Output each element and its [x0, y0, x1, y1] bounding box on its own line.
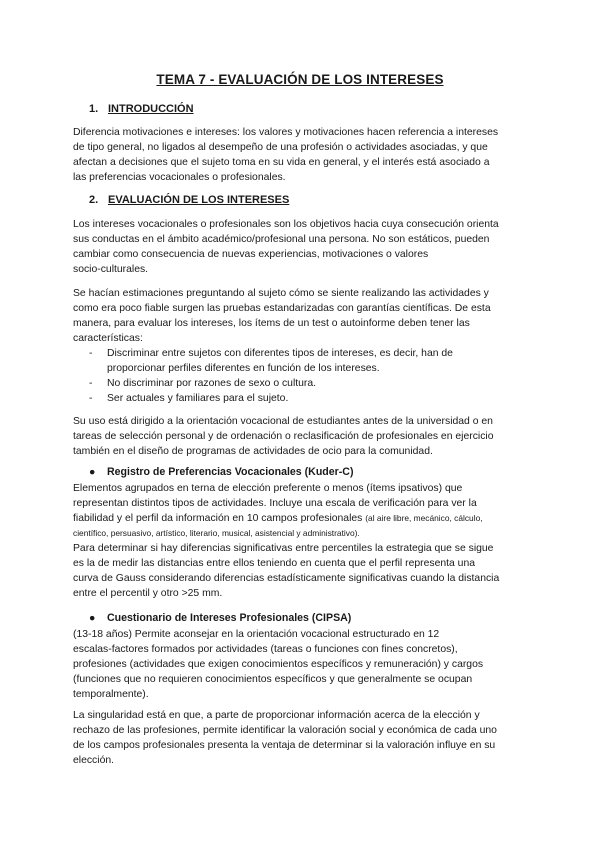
text-line: Elementos agrupados en terna de elección preferente o menos (ítems ipsativos) que	[73, 483, 463, 494]
text-line: también en el diseño de programas de actividades de ocio para la comunidad.	[73, 446, 433, 457]
section-number: 2.	[89, 194, 99, 206]
fields-list-small: (al aire libre, mecánico, cálculo,	[365, 513, 483, 523]
text-line: temporalmente).	[73, 689, 149, 700]
text-line: cambiar como consecuencia de nuevas experiencias, motivaciones o valores	[73, 249, 429, 260]
dash-marker: -	[89, 393, 93, 404]
text-line: socio-culturales.	[73, 264, 149, 275]
text-line: rechazo de las profesiones, permite identificar la valoración social y económica de cada uno	[73, 725, 497, 736]
text-line: Discriminar entre sujetos con diferentes tipos de intereses, es decir, han de	[107, 348, 453, 359]
list-item	[89, 346, 529, 376]
text-line: sus conductas en el ámbito académico/profesional una persona. No son estáticos, pueden	[73, 234, 490, 245]
text-line: características:	[73, 333, 143, 344]
section-number: 1.	[89, 103, 99, 115]
closing-paragraph	[73, 708, 543, 768]
evaluation-paragraph-1	[73, 217, 543, 277]
text-fragment: fiabilidad y el perfil da información en 10 campos profesionales	[73, 513, 363, 524]
text-line: de los campos profesionales presenta la ventaja de determinar si la valoración influye en su	[73, 740, 496, 751]
bullet-title: Cuestionario de Intereses Profesionales (CIPSA)	[107, 612, 352, 624]
text-line: como era poco fiable surgen las pruebas estandarizadas con garantías científicas. De esta	[73, 303, 491, 314]
section-title: INTRODUCCIÓN	[108, 103, 194, 115]
text-line: Se hacían estimaciones preguntando al sujeto cómo se siente realizando las actividades y	[73, 288, 489, 299]
text-line: La singularidad está en que, a parte de proporcionar información acerca de la elección y	[73, 710, 480, 721]
text-line: es la de medir las distancias entre ellos teniendo en cuenta que el perfil representa una	[73, 558, 476, 569]
text-line: representan distintos tipos de actividades. Incluye una escala de verificación para ver la	[73, 498, 477, 509]
text-line: tareas de selección personal y de ordenación o reclasificación de profesionales en ejercicio	[73, 431, 494, 442]
cipsa-paragraph	[73, 627, 543, 702]
section-title: EVALUACIÓN DE LOS INTERESES	[108, 194, 290, 206]
bullet-icon: ●	[89, 466, 96, 478]
text-line: elección.	[73, 755, 115, 766]
text-line	[73, 511, 543, 526]
text-line: afectan a decisiones que el sujeto toma en su vida en general, y el interés está asociado a	[73, 157, 490, 168]
text-line: Ser actuales y familiares para el sujeto.	[107, 393, 289, 404]
text-line: curva de Gauss considerando diferencias estadísticamente significativas cuando la distancia	[73, 573, 500, 584]
evaluation-paragraph-2	[73, 286, 543, 346]
list-item	[89, 376, 529, 391]
evaluation-paragraph-3	[73, 414, 543, 459]
bullet-heading-kuder	[89, 466, 353, 478]
text-line: (funciones que no requieren conocimientos específicos y que generalmente se ocupan	[73, 674, 473, 685]
text-line: escalas-factores formados por actividades (tareas o funciones con fines concretos),	[73, 644, 458, 655]
text-line: proporcionar perfiles diferentes en función de los intereses.	[107, 363, 380, 374]
bullet-title: Registro de Preferencias Vocacionales (Kuder-C)	[107, 466, 354, 478]
text-line: las preferencias vocacionales o profesionales.	[73, 172, 286, 183]
fields-list-small: científico, persuasivo, artístico, literario, musical, asistencial y administrativo).	[73, 528, 360, 538]
section-heading-evaluacion	[89, 194, 289, 206]
text-line: Los intereses vocacionales o profesionales son los objetivos hacia cuya consecución orienta	[73, 219, 499, 230]
text-line: Diferencia motivaciones e intereses: los valores y motivaciones hacen referencia a intereses	[73, 127, 499, 138]
text-line: de tipo general, no ligados al desempeño de una profesión o actividades asociadas, y que	[73, 142, 488, 153]
text-line: (13-18 años) Permite aconsejar en la orientación vocacional estructurado en 12	[73, 629, 440, 640]
bullet-heading-cipsa	[89, 612, 351, 624]
characteristics-list	[89, 346, 529, 406]
list-item	[89, 391, 529, 406]
dash-marker: -	[89, 378, 93, 389]
text-line: Para determinar si hay diferencias significativas entre percentiles la estrategia que se sigue	[73, 543, 494, 554]
text-line: No discriminar por razones de sexo o cultura.	[107, 378, 317, 389]
text-line: Su uso está dirigido a la orientación vocacional de estudiantes antes de la universidad o en	[73, 416, 493, 427]
text-line: entre el percentil y otro >25 mm.	[73, 588, 223, 599]
page-title: TEMA 7 - EVALUACIÓN DE LOS INTERESES	[156, 72, 444, 87]
kuder-paragraph	[73, 481, 543, 601]
section-heading-introduccion	[89, 103, 194, 115]
intro-paragraph	[73, 125, 543, 185]
text-line: profesiones (actividades que exigen conocimientos específicos y remuneración) y cargos	[73, 659, 484, 670]
dash-marker: -	[89, 348, 93, 359]
text-line: manera, para evaluar los intereses, los ítems de un test o autoinforme deben tener las	[73, 318, 470, 329]
bullet-icon: ●	[89, 612, 96, 624]
